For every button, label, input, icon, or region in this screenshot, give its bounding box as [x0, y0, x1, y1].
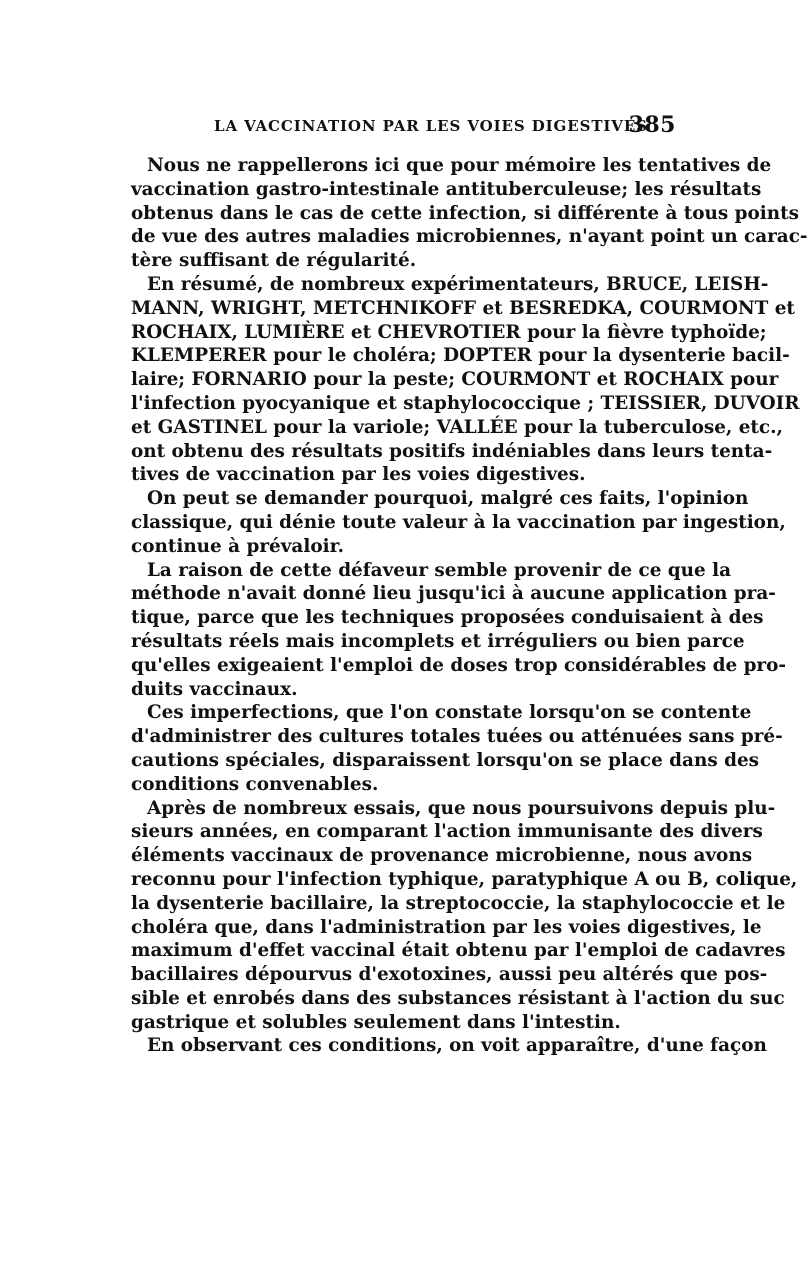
text-line: de vue des autres maladies microbiennes, n'ayant point un carac- — [131, 226, 808, 248]
text-line: gastrique et solubles seulement dans l'intestin. — [131, 1011, 621, 1033]
text-line: MANN, WRIGHT, METCHNIKOFF et BESREDKA, COURMONT et — [131, 297, 795, 319]
text-line: Après de nombreux essais, que nous poursuivons depuis plu- — [147, 797, 776, 819]
text-line: laire; FORNARIO pour la peste; COURMONT et ROCHAIX pour — [131, 369, 779, 391]
text-line: tique, parce que les techniques proposées conduisaient à des — [131, 607, 764, 629]
text-line: KLEMPERER pour le choléra; DOPTER pour la dysenterie bacil- — [131, 345, 790, 367]
text-line: qu'elles exigeaient l'emploi de doses trop considérables de pro- — [131, 654, 787, 676]
text-line: la dysenterie bacillaire, la streptococcie, la staphylococcie et le — [131, 892, 786, 914]
text-line: conditions convenables. — [131, 773, 379, 795]
text-line: classique, qui dénie toute valeur à la vaccination par ingestion, — [131, 511, 786, 533]
text-line: Nous ne rappellerons ici que pour mémoire les tentatives de — [147, 155, 772, 176]
text-line: tère suffisant de régularité. — [131, 250, 417, 272]
body-text — [131, 154, 808, 1058]
text-line: En résumé, de nombreux expérimentateurs, BRUCE, LEISH- — [147, 273, 769, 295]
text-line: bacillaires dépourvus d'exotoxines, aussi peu altérés que pos- — [131, 964, 768, 986]
text-line: vaccination gastro-intestinale antituberculeuse; les résultats — [131, 178, 762, 200]
text-line: sieurs années, en comparant l'action immunisante des divers — [131, 821, 763, 843]
text-line: maximum d'effet vaccinal était obtenu par l'emploi de cadavres — [131, 940, 786, 962]
text-line: duits vaccinaux. — [131, 678, 298, 700]
text-line: et GASTINEL pour la variole; VALLÉE pour la tuberculose, etc., — [131, 416, 783, 438]
page-header — [131, 108, 676, 148]
text-line: ROCHAIX, LUMIÈRE et CHEVROTIER pour la fièvre typhoïde; — [131, 321, 767, 343]
text-line: l'infection pyocyanique et staphylococcique ; TEISSIER, DUVOIR — [131, 392, 800, 414]
text-line: éléments vaccinaux de provenance microbienne, nous avons — [131, 845, 753, 867]
text-line: Ces imperfections, que l'on constate lorsqu'on se contente — [147, 702, 752, 724]
text-line: méthode n'avait donné lieu jusqu'ici à aucune application pra- — [131, 583, 776, 605]
running-head: LA VACCINATION PAR LES VOIES DIGESTIVES — [214, 117, 648, 135]
text-line: continue à prévaloir. — [131, 535, 344, 557]
text-line: reconnu pour l'infection typhique, paratyphique A ou B, colique, — [131, 868, 798, 890]
text-line: cautions spéciales, disparaissent lorsqu'on se place dans des — [131, 749, 759, 771]
text-line: résultats réels mais incomplets et irréguliers ou bien parce — [131, 630, 745, 652]
text-line: tives de vaccination par les voies digestives. — [131, 464, 586, 486]
text-line: obtenus dans le cas de cette infection, si différente à tous points — [131, 202, 800, 224]
text-line: En observant ces conditions, on voit apparaître, d'une façon — [147, 1035, 767, 1057]
text-line: d'administrer des cultures totales tuées ou atténuées sans pré- — [131, 726, 783, 748]
text-line: sible et enrobés dans des substances résistant à l'action du suc — [131, 987, 785, 1009]
page-number: 385 — [628, 112, 676, 138]
text-line: On peut se demander pourquoi, malgré ces faits, l'opinion — [147, 488, 749, 510]
text-line: choléra que, dans l'administration par les voies digestives, le — [131, 916, 762, 938]
text-line: ont obtenu des résultats positifs indéniables dans leurs tenta- — [131, 440, 773, 462]
text-line: La raison de cette défaveur semble provenir de ce que la — [147, 559, 732, 581]
